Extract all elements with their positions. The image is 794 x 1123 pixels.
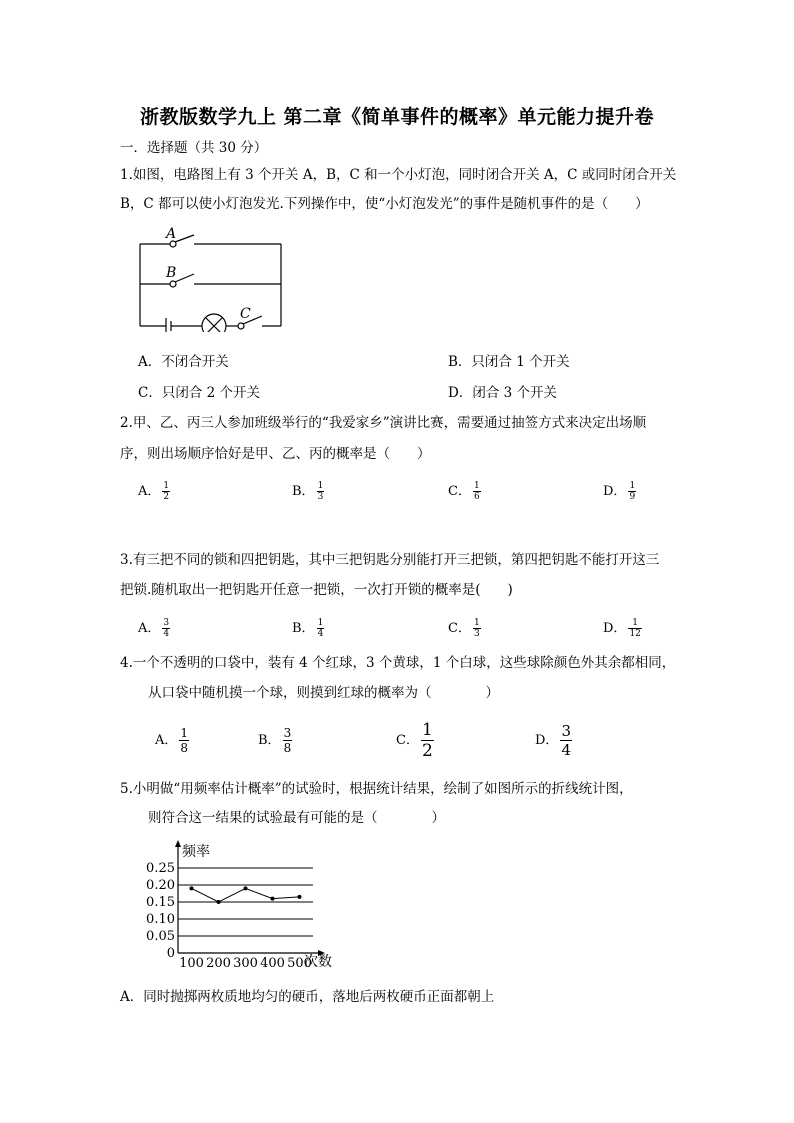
- chart-gridlines: [178, 868, 313, 936]
- q1-option-d: D．闭合 3 个开关: [448, 385, 557, 401]
- q4-text-line1: 4.一个不透明的口袋中，装有 4 个红球，3 个黄球，1 个白球，这些球除颜色外其余都相同，: [120, 655, 676, 671]
- q3-option-b: B． $\frac{1}{4}$: [292, 618, 324, 639]
- q1-text-line2: B，C 都可以使小灯泡发光.下列操作中，使“小灯泡发光”的事件是随机事件的是（ ）: [120, 196, 649, 212]
- y-tick-label: 0.20: [146, 878, 175, 893]
- series-line: [192, 888, 300, 902]
- chart-y-axis-label: 频率: [182, 844, 210, 860]
- y-tick-label: 0.15: [146, 895, 175, 910]
- q3-text-line1: 3.有三把不同的锁和四把钥匙，其中三把钥匙分别能打开三把锁，第四把钥匙不能打开这三: [120, 552, 660, 568]
- q5-option-a: A．同时抛掷两枚质地均匀的硬币，落地后两枚硬币正面都朝上: [120, 989, 495, 1005]
- q4-option-a: A． $\frac{1}{8}$: [155, 726, 189, 755]
- q1-option-a: A．不闭合开关: [138, 354, 229, 370]
- q2-text-line2: 序，则出场顺序恰好是甲、乙、丙的概率是（ ）: [120, 446, 431, 462]
- q1-option-b: B．只闭合 1 个开关: [448, 354, 570, 370]
- q3-text-line2: 把锁.随机取出一把钥匙开任意一把锁，一次打开锁的概率是( ): [120, 582, 513, 598]
- y-axis-arrow: [175, 840, 181, 847]
- x-tick-label: 500: [287, 956, 312, 970]
- data-point: [244, 886, 248, 890]
- data-point: [217, 900, 221, 904]
- q5-text-line1: 5.小明做“用频率估计概率”的试验时，根据统计结果，绘制了如图所示的折线统计图，: [120, 781, 633, 797]
- q3-option-c: C． $\frac{1}{3}$: [448, 618, 480, 639]
- chart-x-tick-labels: [179, 956, 312, 970]
- q4-option-c: C． $\frac{1}{2}$: [396, 720, 433, 761]
- frequency-line-chart: [140, 838, 350, 970]
- data-point: [271, 897, 275, 901]
- q3-option-a: A． $\frac{3}{4}$: [138, 618, 170, 639]
- switch-b-label: B: [166, 265, 177, 281]
- q2-option-d: D． $\frac{1}{9}$: [603, 481, 636, 502]
- x-tick-label: 400: [260, 956, 285, 970]
- x-tick-label: 200: [206, 956, 231, 970]
- q2-text-line1: 2.甲、乙、丙三人参加班级举行的“我爱家乡”演讲比赛，需要通过抽签方式来决定出场顺: [120, 415, 647, 431]
- circuit-diagram: [130, 224, 290, 332]
- data-point: [298, 895, 302, 899]
- q4-option-b: B． $\frac{3}{8}$: [258, 726, 292, 755]
- q1-option-c: C．只闭合 2 个开关: [138, 385, 261, 401]
- y-tick-label: 0.10: [146, 912, 175, 927]
- chart-series: [190, 886, 302, 904]
- switch-a-label: A: [166, 226, 177, 242]
- q5-text-line2: 则符合这一结果的试验最有可能的是（ ）: [148, 810, 445, 826]
- q4-option-d: D． $\frac{3}{4}$: [535, 722, 571, 759]
- y-tick-label: 0: [166, 946, 175, 961]
- page-title: 浙教版数学九上 第二章《简单事件的概率》单元能力提升卷: [139, 106, 655, 128]
- q2-option-c: C． $\frac{1}{6}$: [448, 481, 480, 502]
- x-tick-label: 100: [179, 956, 204, 970]
- q1-text-line1: 1.如图，电路图上有 3 个开关 A，B，C 和一个小灯泡，同时闭合开关 A，C 或同时闭合开关: [120, 167, 677, 183]
- y-tick-label: 0.05: [146, 929, 175, 944]
- q3-option-d: D． $\frac{1}{12}$: [603, 618, 641, 639]
- q2-option-b: B． $\frac{1}{3}$: [292, 481, 324, 502]
- q4-text-line2: 从口袋中随机摸一个球，则摸到红球的概率为（ ）: [148, 685, 499, 701]
- y-tick-label: 0.25: [146, 861, 175, 876]
- q2-option-a: A． $\frac{1}{2}$: [138, 481, 170, 502]
- chart-x-axis-label: 次数: [304, 954, 332, 970]
- x-tick-label: 300: [233, 956, 258, 970]
- data-point: [190, 886, 194, 890]
- switch-c-label: C: [240, 306, 251, 322]
- section-heading: 一．选择题（共 30 分）: [120, 140, 268, 156]
- chart-y-tick-labels: [146, 861, 175, 961]
